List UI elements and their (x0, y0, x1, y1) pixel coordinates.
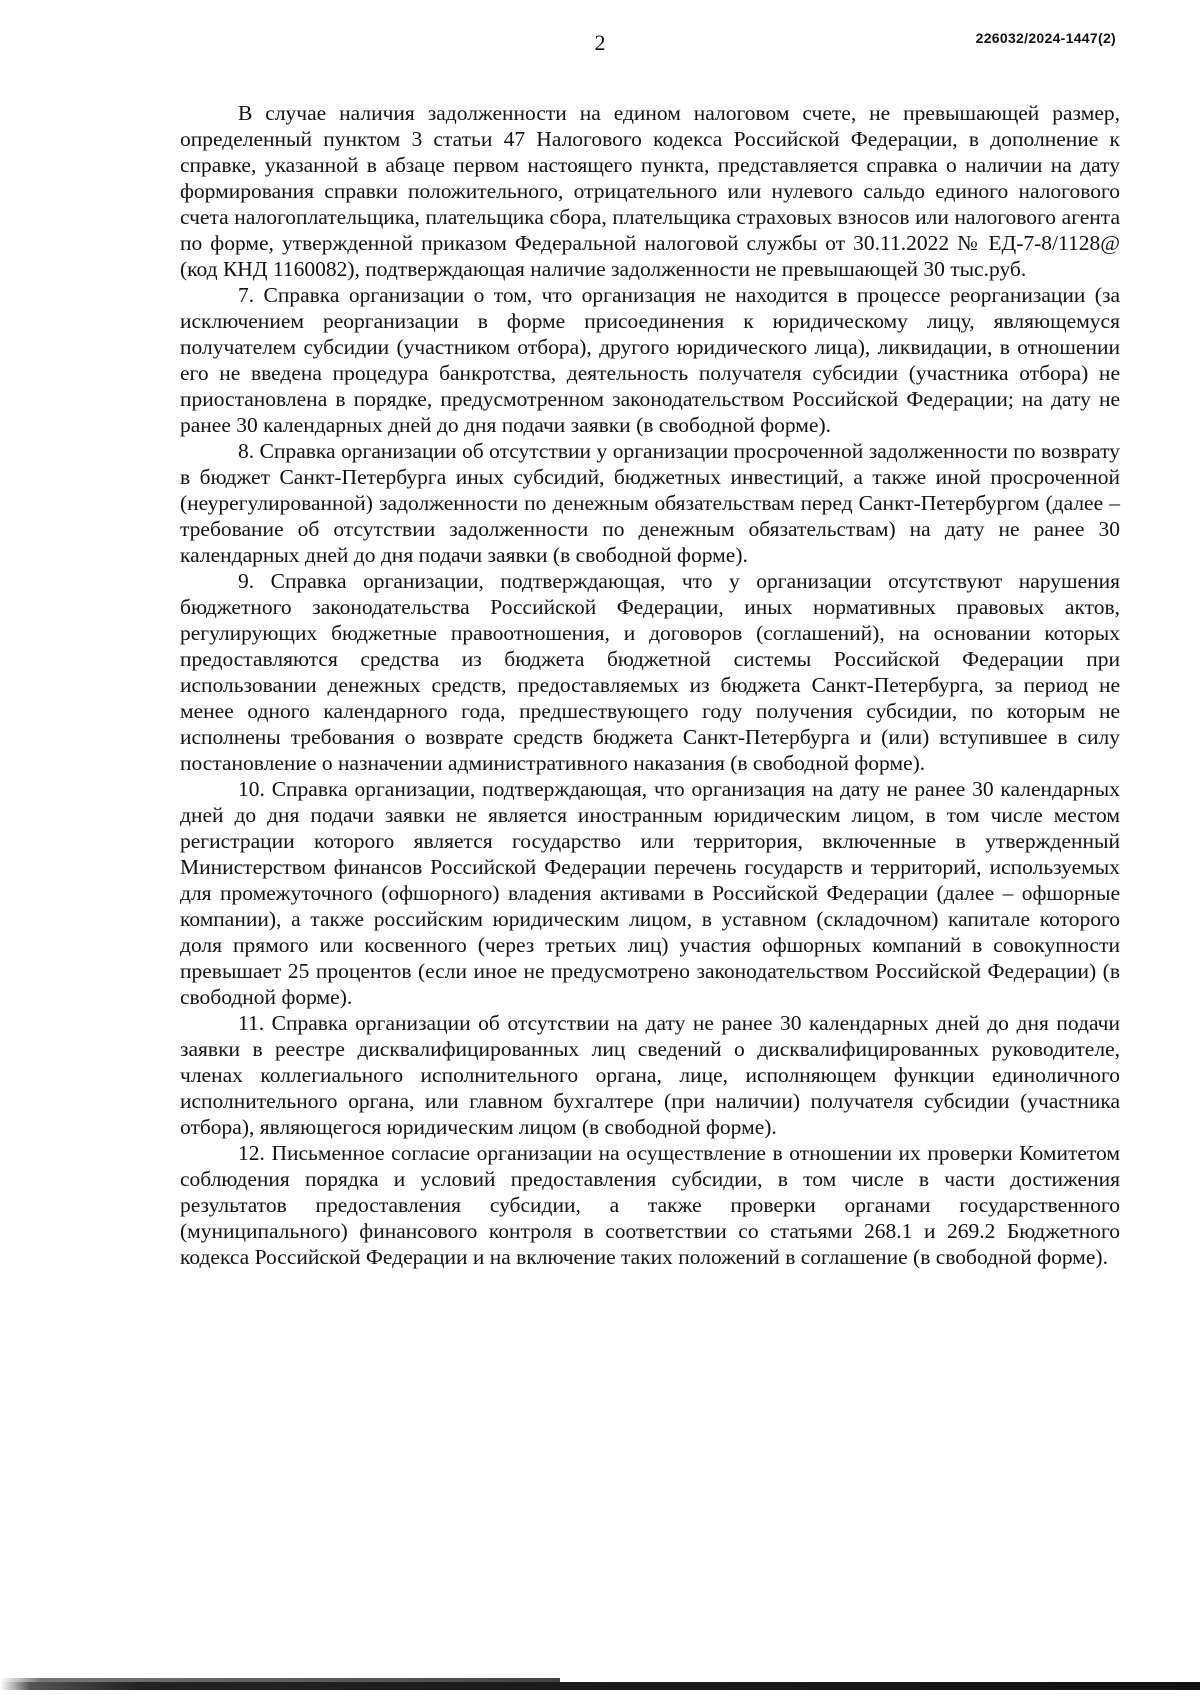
paragraph-item-9: 9. Справка организации, подтверждающая, что у организации отсутствуют нарушения бюджетного законодательства Российской Федерации, иных нормативных правовых актов, регулирующих бюджетные правоотношения, и договоров (соглашений), на основании которых предоставляются средства из бюджета бюджетной системы Российской Федерации при использовании денежных средств, предоставляемых из бюджета Санкт-Петербурга, за период не менее одного календарного года, предшествующего году получения субсидии, по которым не исполнены требования о возврате средств бюджета Санкт-Петербурга и (или) вступившее в силу постановление о назначении административного наказания (в свободной форме). (180, 569, 1120, 775)
page-number: 2 (594, 30, 606, 55)
document-id: 226032/2024-1447(2) (975, 30, 1116, 46)
scan-bottom-border (0, 1682, 1200, 1690)
paragraph-debt-certificate: В случае наличия задолженности на едином налоговом счете, не превышающей размер, определенный пунктом 3 статьи 47 Налогового кодекса Российской Федерации, в дополнение к справке, указанной в абзаце первом настоящего пункта, представляется справка о наличии на дату формирования справки положительного, отрицательного или нулевого сальдо единого налогового счета налогоплательщика, плательщика сбора, плательщика страховых взносов или налогового агента по форме, утвержденной приказом Федеральной налоговой службы от 30.11.2022 № ЕД-7-8/1128@ (код КНД 1160082), подтверждающая наличие задолженности не превышающей 30 тыс.руб. (180, 101, 1120, 281)
paragraph-item-10: 10. Справка организации, подтверждающая, что организация на дату не ранее 30 календарных дней до дня подачи заявки не является иностранным юридическим лицом, в том числе местом регистрации которого является государство или территория, включенные в утвержденный Министерством финансов Российской Федерации перечень государств и территорий, используемых для промежуточного (офшорного) владения активами в Российской Федерации (далее – офшорные компании), а также российским юридическим лицом, в уставном (складочном) капитале которого доля прямого или косвенного (через третьих лиц) участия офшорных компаний в совокупности превышает 25 процентов (если иное не предусмотрено законодательством Российской Федерации) (в свободной форме). (180, 777, 1120, 1009)
paragraph-item-8: 8. Справка организации об отсутствии у организации просроченной задолженности по возврату в бюджет Санкт-Петербурга иных субсидий, бюджетных инвестиций, а также иной просроченной (неурегулированной) задолженности по денежным обязательствам перед Санкт-Петербургом (далее – требование об отсутствии задолженности по денежным обязательствам) на дату не ранее 30 календарных дней до дня подачи заявки (в свободной форме). (180, 439, 1120, 567)
document-body (180, 100, 1120, 1270)
paragraph-item-12: 12. Письменное согласие организации на осуществление в отношении их проверки Комитетом соблюдения порядка и условий предоставления субсидии, в том числе в части достижения результатов предоставления субсидии, а также проверки органами государственного (муниципального) финансового контроля в соответствии со статьями 268.1 и 269.2 Бюджетного кодекса Российской Федерации и на включение таких положений в соглашение (в свободной форме). (180, 1141, 1120, 1269)
paragraph-item-7: 7. Справка организации о том, что организация не находится в процессе реорганизации (за исключением реорганизации в форме присоединения к юридическому лицу, являющемуся получателем субсидии (участником отбора), другого юридического лица), ликвидации, в отношении его не введена процедура банкротства, деятельность получателя субсидии (участника отбора) не приостановлена в порядке, предусмотренном законодательством Российской Федерации; на дату не ранее 30 календарных дней до дня подачи заявки (в свободной форме). (180, 283, 1120, 437)
paragraph-item-11: 11. Справка организации об отсутствии на дату не ранее 30 календарных дней до дня подачи заявки в реестре дисквалифицированных лиц сведений о дисквалифицированных руководителе, членах коллегиального исполнительного органа, лице, исполняющем функции единоличного исполнительного органа, или главном бухгалтере (при наличии) получателя субсидии (участника отбора), являющегося юридическим лицом (в свободной форме). (180, 1011, 1120, 1139)
